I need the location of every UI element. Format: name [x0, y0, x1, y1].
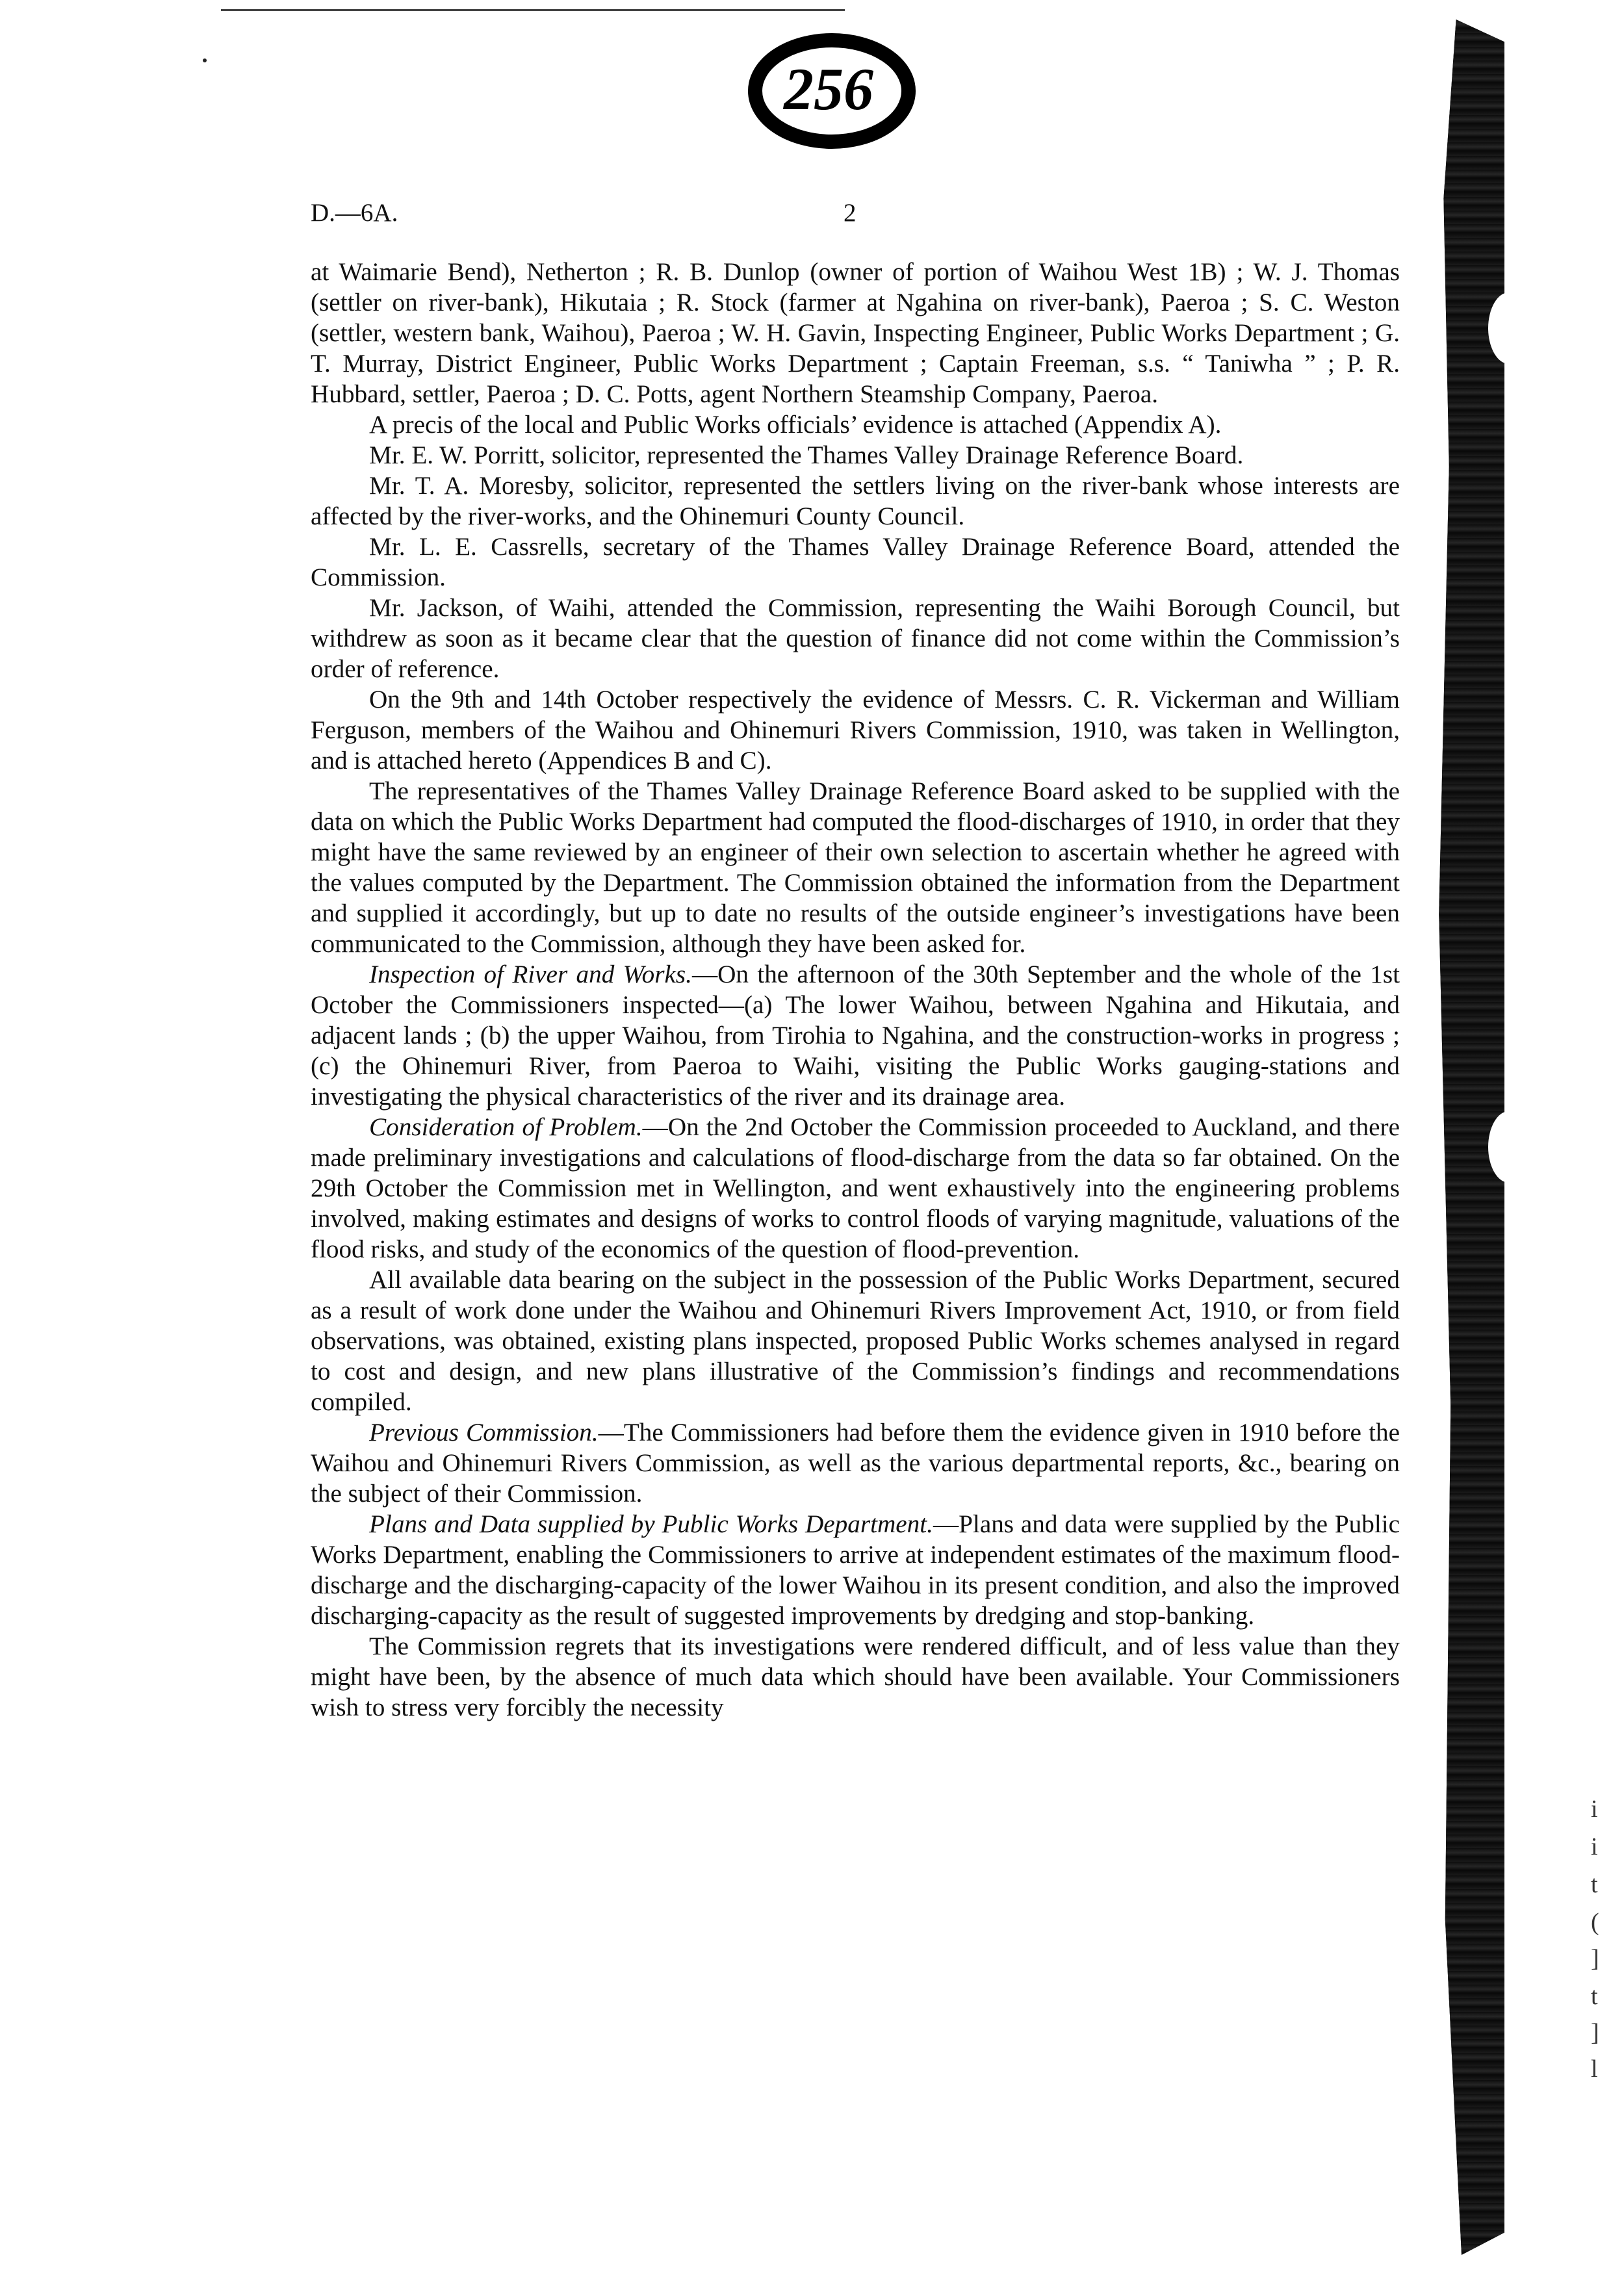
paragraph-flood-data-request: The representatives of the Thames Valley Drainage Reference Board asked to be supplied with the data on which the Public Works Department had computed the flood-discharges of 1910, in order that they might have the same reviewed by an engineer of their own selection to ascertain whether he agreed with the values computed by the Department. The Commission obtained the information from the Department and supplied it accordingly, but up to date no results of the outside engineer’s investigations have been communicated to the Commission, although they have been asked for. — [311, 777, 1400, 958]
margin-fragment: ( — [1591, 1909, 1599, 1936]
margin-fragment: t — [1591, 1983, 1598, 2010]
paragraph-previous-commission — [311, 1417, 1400, 1509]
svg-text:256: 256 — [784, 56, 873, 122]
paragraph-available-data: All available data bearing on the subject in the possession of the Public Works Department, secured as a result of work done under the Waihou and Ohinemuri Rivers Improvement Act, 1910, or from field observations, was obtained, existing plans inspected, proposed Public Works schemes analysed in regard to cost and design, and new plans illustrative of the Commission’s findings and recommendations compiled. — [311, 1266, 1400, 1416]
paragraph-vickerman-ferguson: On the 9th and 14th October respectively the evidence of Messrs. C. R. Vickerman and William Ferguson, members of the Waihou and Ohinemuri Rivers Commission, 1910, was taken in Wellington, and is attached hereto (Appendices B and C). — [311, 686, 1400, 775]
section-heading: Consideration of Problem. — [369, 1113, 643, 1141]
paragraph-porritt: Mr. E. W. Porritt, solicitor, represented the Thames Valley Drainage Reference Board. — [369, 441, 1244, 469]
ink-speck — [203, 58, 207, 62]
section-heading: Inspection of River and Works. — [369, 960, 692, 988]
paragraph-inspection — [311, 959, 1400, 1112]
paragraph-consideration — [311, 1112, 1400, 1265]
body-text — [311, 257, 1400, 1723]
section-body: —On the afternoon of the 30th September and the whole of the 1st October the Commissioners inspected—(a) The lower Waihou, between Ngahina and Hikutaia, and adjacent lands ; (b) the upper Waihou, from Tirohia to Ngahina, and the construction-works in progress ; (c) the Ohinemuri River, from Paeroa to Waihi, visiting the Public Works gauging-stations and investigating the physical characteristics of the river and its drainage area. — [311, 960, 1400, 1111]
paragraph-plans-and-data — [311, 1509, 1400, 1631]
paragraph-witness-list: at Waimarie Bend), Netherton ; R. B. Dunlop (owner of portion of Waihou West 1B) ; W. J. Thomas (settler on river-bank), Hikutaia ; R. Stock (farmer at Ngahina on river-bank), Paeroa ; S. C. Weston (settler, western bank, Waihou), Paeroa ; W. H. Gavin, Inspecting Engineer, Public Works Department ; G. T. Murray, District Engineer, Public Works Department ; Captain Freeman, s.s. “ Taniwha ” ; P. R. Hubbard, settler, Paeroa ; D. C. Potts, agent Northern Steamship Company, Paeroa. — [311, 258, 1400, 408]
section-body: —On the 2nd October the Commission proceeded to Auckland, and there made preliminary investigations and calculations of flood-discharge from the data so far obtained. On the 29th October the Commission met in Wellington, and went exhaustively into the engineering problems involved, making estimates and designs of works to control floods of varying magnitude, valuations of the flood risks, and study of the economics of the question of flood-prevention. — [311, 1113, 1400, 1263]
paragraph-moresby: Mr. T. A. Moresby, solicitor, represented the settlers living on the river-bank whose interests are affected by the river-works, and the Ohinemuri County Council. — [311, 472, 1400, 530]
margin-fragment: t — [1591, 1871, 1598, 1898]
document-reference: D.—6A. — [311, 199, 398, 227]
paragraph-jackson: Mr. Jackson, of Waihi, attended the Commission, representing the Waihi Borough Council, but withdrew as soon as it became clear that the question of finance did not come within the Commission’s order of reference. — [311, 594, 1400, 683]
margin-fragment: i — [1591, 1833, 1598, 1860]
paragraph-commission-regrets: The Commission regrets that its investigations were rendered difficult, and of less value than they might have been, by the absence of much data which should have been available. Your Commissioners wish to stress very forcibly the necessity — [311, 1632, 1400, 1721]
top-rule — [221, 9, 845, 11]
page-header — [311, 198, 1402, 237]
paragraph-cassrells: Mr. L. E. Cassrells, secretary of the Thames Valley Drainage Reference Board, attended the Commission. — [311, 533, 1400, 591]
page-number: 2 — [844, 199, 857, 227]
punch-hole-top — [1488, 292, 1530, 364]
margin-fragment: ] — [1591, 2019, 1599, 2046]
handwritten-page-number-stamp — [734, 26, 929, 156]
margin-fragment: i — [1591, 1795, 1598, 1823]
section-body: —Plans and data were supplied by the Public Works Department, enabling the Commissioners to arrive at independent estimates of the maximum flood-discharge and the discharging-capacity of the lower Waihou in its present condition, and also the improved discharging-capacity as the result of suggested improvements by dredging and stop-banking. — [311, 1510, 1400, 1630]
section-heading: Previous Commission. — [369, 1419, 599, 1447]
section-body: —The Commissioners had before them the evidence given in 1910 before the Waihou and Ohinemuri Rivers Commission, as well as the various departmental reports, &c., bearing on the subject of their Commission. — [311, 1419, 1400, 1508]
margin-fragment: l — [1591, 2055, 1598, 2083]
margin-fragment: ] — [1591, 1945, 1599, 1972]
section-heading: Plans and Data supplied by Public Works Department. — [369, 1510, 933, 1538]
punch-hole-bottom — [1488, 1111, 1530, 1183]
paragraph-precis: A precis of the local and Public Works officials’ evidence is attached (Appendix A). — [369, 411, 1222, 439]
